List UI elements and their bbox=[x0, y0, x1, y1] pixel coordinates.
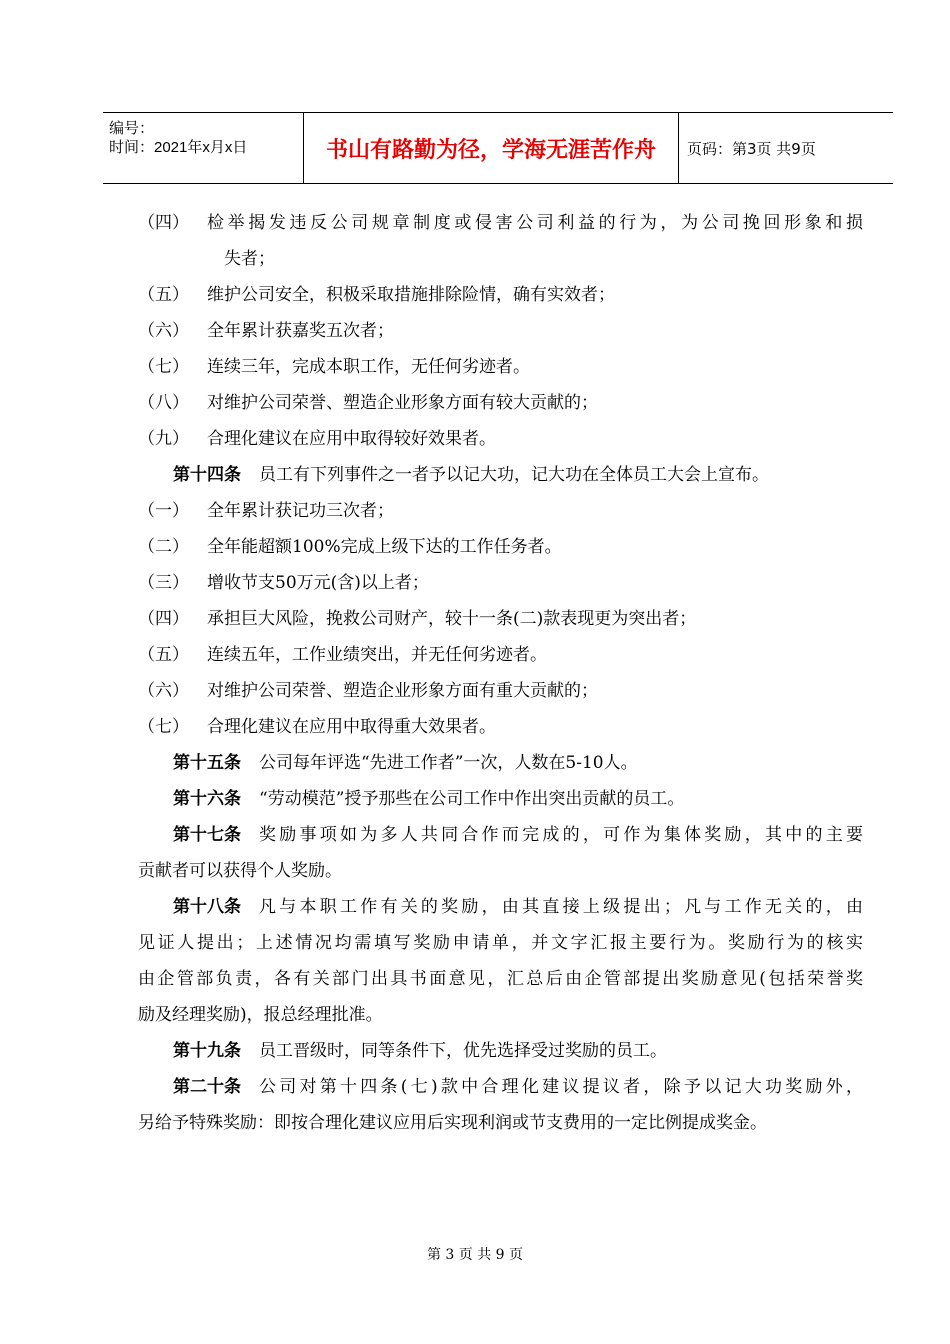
list-item bbox=[138, 313, 863, 349]
list-item bbox=[138, 637, 863, 673]
item-number: （六） bbox=[138, 681, 189, 701]
list-item bbox=[138, 277, 863, 313]
page-footer: 第 3 页 共 9 页 bbox=[426, 1247, 524, 1263]
article-text: 员工晋级时，同等条件下，优先选择受过奖励的员工。 bbox=[259, 1041, 667, 1061]
item-text: 承担巨大风险，挽救公司财产，较十一条(二)款表现更为突出者； bbox=[207, 609, 697, 629]
article-title: 第十五条 bbox=[173, 753, 241, 773]
item-text: 全年累计获记功三次者； bbox=[207, 501, 394, 521]
document-number-label: 编号： bbox=[109, 120, 155, 137]
item-text: 对维护公司荣誉、塑造企业形象方面有重大贡献的； bbox=[207, 681, 598, 701]
item-text: 连续三年，完成本职工作，无任何劣迹者。 bbox=[207, 357, 530, 377]
article-20 bbox=[138, 1069, 863, 1105]
list-item bbox=[138, 529, 863, 565]
item-number: （五） bbox=[138, 285, 189, 305]
list-item bbox=[138, 673, 863, 709]
item-number: （二） bbox=[138, 537, 189, 557]
document-body bbox=[138, 205, 863, 1141]
list-item bbox=[138, 349, 863, 385]
list-item bbox=[138, 601, 863, 637]
article-continuation: 见证人提出；上述情况均需填写奖励申请单，并文字汇报主要行为。奖励行为的核实 bbox=[138, 933, 863, 953]
header-left bbox=[103, 113, 303, 183]
article-title: 第十九条 bbox=[173, 1041, 241, 1061]
article-19 bbox=[138, 1033, 863, 1069]
page-header bbox=[103, 112, 893, 184]
article-15 bbox=[138, 745, 863, 781]
header-slogan: 书山有路勤为径，学海无涯苦作舟 bbox=[303, 113, 679, 183]
item-text: 增收节支50万元(含)以上者； bbox=[207, 573, 429, 593]
item-text: 对维护公司荣誉、塑造企业形象方面有较大贡献的； bbox=[207, 393, 598, 413]
article-text: “劳动模范”授予那些在公司工作中作出突出贡献的员工。 bbox=[259, 789, 685, 809]
item-text: 检举揭发违反公司规章制度或侵害公司利益的行为，为公司挽回形象和损 bbox=[207, 213, 863, 233]
item-number: （五） bbox=[138, 645, 189, 665]
item-text: 连续五年，工作业绩突出，并无任何劣迹者。 bbox=[207, 645, 547, 665]
list-item bbox=[138, 709, 863, 745]
header-page-label: 页码：第3页 共9页 bbox=[687, 139, 816, 158]
list-item bbox=[138, 493, 863, 529]
item-number: （三） bbox=[138, 573, 189, 593]
article-text: 员工有下列事件之一者予以记大功，记大功在全体员工大会上宣布。 bbox=[259, 465, 769, 485]
item-text: 全年累计获嘉奖五次者； bbox=[207, 321, 394, 341]
article-text: 奖励事项如为多人共同合作而完成的，可作为集体奖励，其中的主要 bbox=[259, 825, 863, 845]
item-number: （七） bbox=[138, 357, 189, 377]
article-text: 公司每年评选“先进工作者”一次，人数在5-10人。 bbox=[259, 753, 638, 773]
item-number: （九） bbox=[138, 429, 189, 449]
article-text: 凡与本职工作有关的奖励，由其直接上级提出；凡与工作无关的，由 bbox=[259, 897, 863, 917]
item-number: （一） bbox=[138, 501, 189, 521]
item-continuation: 失者； bbox=[224, 249, 275, 269]
article-continuation: 由企管部负责，各有关部门出具书面意见，汇总后由企管部提出奖励意见(包括荣誉奖 bbox=[138, 969, 863, 989]
list-item bbox=[138, 421, 863, 457]
item-text: 全年能超额100%完成上级下达的工作任务者。 bbox=[207, 537, 562, 557]
article-14 bbox=[138, 457, 863, 493]
list-item bbox=[138, 565, 863, 601]
article-continuation: 另给予特殊奖励：即按合理化建议应用后实现利润或节支费用的一定比例提成奖金。 bbox=[138, 1113, 767, 1133]
item-number: （七） bbox=[138, 717, 189, 737]
list-item bbox=[138, 205, 863, 241]
item-number: （四） bbox=[138, 609, 189, 629]
item-text: 合理化建议在应用中取得重大效果者。 bbox=[207, 717, 496, 737]
article-title: 第十八条 bbox=[173, 897, 241, 917]
item-text: 合理化建议在应用中取得较好效果者。 bbox=[207, 429, 496, 449]
item-number: （八） bbox=[138, 393, 189, 413]
item-text: 维护公司安全，积极采取措施排除险情，确有实效者； bbox=[207, 285, 615, 305]
article-title: 第十六条 bbox=[173, 789, 241, 809]
list-item bbox=[138, 385, 863, 421]
article-text: 公司对第十四条(七)款中合理化建议提议者，除予以记大功奖励外， bbox=[259, 1077, 863, 1097]
article-continuation: 贡献者可以获得个人奖励。 bbox=[138, 861, 342, 881]
article-18 bbox=[138, 889, 863, 925]
article-title: 第十四条 bbox=[173, 465, 241, 485]
article-17 bbox=[138, 817, 863, 853]
document-time-label: 时间：2021年x月x日 bbox=[109, 139, 248, 156]
article-16 bbox=[138, 781, 863, 817]
article-title: 第十七条 bbox=[173, 825, 241, 845]
article-title: 第二十条 bbox=[173, 1077, 241, 1097]
item-number: （四） bbox=[138, 213, 189, 233]
article-continuation: 励及经理奖励)，报总经理批准。 bbox=[138, 1005, 383, 1025]
item-number: （六） bbox=[138, 321, 189, 341]
